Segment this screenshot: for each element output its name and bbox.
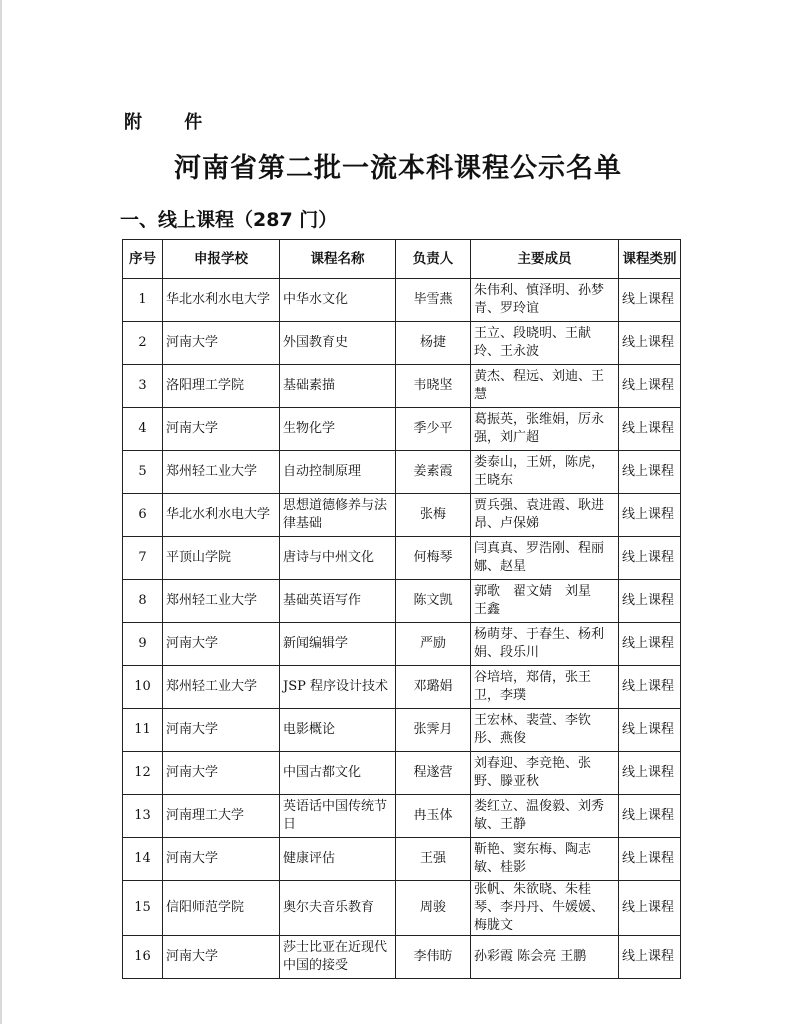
course-name-cell: 唐诗与中州文化: [280, 537, 396, 580]
header-school: 申报学校: [163, 240, 280, 279]
course-type-cell: 线上课程: [619, 709, 681, 752]
course-type-cell: 线上课程: [619, 494, 681, 537]
members-cell: 张帆、朱欲晓、朱桂琴、李丹丹、牛媛媛、梅胧文: [471, 881, 619, 936]
school-cell: 郑州轻工业大学: [163, 451, 280, 494]
members-cell: 郭歌 翟文婧 刘星 王鑫: [471, 580, 619, 623]
course-type-cell: 线上课程: [619, 936, 681, 979]
table-row: [123, 494, 681, 537]
row-number: 16: [123, 936, 163, 979]
school-cell: 河南大学: [163, 752, 280, 795]
members-cell: 谷培培，郑倩，张王卫，李璞: [471, 666, 619, 709]
row-number: 15: [123, 881, 163, 936]
lead-cell: 杨捷: [396, 322, 471, 365]
school-cell: 河南大学: [163, 322, 280, 365]
school-cell: 郑州轻工业大学: [163, 666, 280, 709]
course-name-cell: 外国教育史: [280, 322, 396, 365]
lead-cell: 冉玉体: [396, 795, 471, 838]
header-course: 课程名称: [280, 240, 396, 279]
course-type-cell: 线上课程: [619, 451, 681, 494]
course-type-cell: 线上课程: [619, 666, 681, 709]
row-number: 3: [123, 365, 163, 408]
table-row: [123, 881, 681, 936]
row-number: 1: [123, 279, 163, 322]
header-no: 序号: [123, 240, 163, 279]
school-cell: 华北水利水电大学: [163, 494, 280, 537]
row-number: 9: [123, 623, 163, 666]
table-row: [123, 936, 681, 979]
row-number: 13: [123, 795, 163, 838]
lead-cell: 韦晓坚: [396, 365, 471, 408]
course-type-cell: 线上课程: [619, 365, 681, 408]
lead-cell: 陈文凯: [396, 580, 471, 623]
school-cell: 信阳师范学院: [163, 881, 280, 936]
table-row: [123, 537, 681, 580]
members-cell: 黄杰、程远、刘迪、王慧: [471, 365, 619, 408]
table-row: [123, 752, 681, 795]
course-type-cell: 线上课程: [619, 795, 681, 838]
school-cell: 洛阳理工学院: [163, 365, 280, 408]
course-name-cell: 健康评估: [280, 838, 396, 881]
course-name-cell: 中华水文化: [280, 279, 396, 322]
table-row: [123, 365, 681, 408]
row-number: 7: [123, 537, 163, 580]
table-row: [123, 709, 681, 752]
lead-cell: 张霁月: [396, 709, 471, 752]
school-cell: 河南大学: [163, 623, 280, 666]
row-number: 10: [123, 666, 163, 709]
members-cell: 朱伟利、慎泽明、孙梦青、罗玲谊: [471, 279, 619, 322]
course-name-cell: 思想道德修养与法律基础: [280, 494, 396, 537]
table-row: [123, 795, 681, 838]
course-table: [122, 239, 681, 979]
table-row: [123, 408, 681, 451]
course-name-cell: 奥尔夫音乐教育: [280, 881, 396, 936]
lead-cell: 季少平: [396, 408, 471, 451]
table-header-row: [123, 240, 681, 279]
lead-cell: 王强: [396, 838, 471, 881]
lead-cell: 姜素霞: [396, 451, 471, 494]
school-cell: 河南大学: [163, 838, 280, 881]
header-type: 课程类别: [619, 240, 681, 279]
course-name-cell: JSP 程序设计技术: [280, 666, 396, 709]
row-number: 6: [123, 494, 163, 537]
members-cell: 王宏林、裴萱、李钦彤、燕俊: [471, 709, 619, 752]
row-number: 11: [123, 709, 163, 752]
course-type-cell: 线上课程: [619, 580, 681, 623]
members-cell: 闫真真、罗浩刚、程丽娜、赵星: [471, 537, 619, 580]
row-number: 14: [123, 838, 163, 881]
lead-cell: 周骏: [396, 881, 471, 936]
school-cell: 平顶山学院: [163, 537, 280, 580]
header-lead: 负责人: [396, 240, 471, 279]
members-cell: 杨萌芽、于春生、杨利娟、段乐川: [471, 623, 619, 666]
course-name-cell: 中国古都文化: [280, 752, 396, 795]
course-type-cell: 线上课程: [619, 279, 681, 322]
table-row: [123, 322, 681, 365]
course-name-cell: 自动控制原理: [280, 451, 396, 494]
school-cell: 郑州轻工业大学: [163, 580, 280, 623]
course-type-cell: 线上课程: [619, 623, 681, 666]
lead-cell: 程遂营: [396, 752, 471, 795]
course-type-cell: 线上课程: [619, 322, 681, 365]
lead-cell: 张梅: [396, 494, 471, 537]
school-cell: 河南理工大学: [163, 795, 280, 838]
table-row: [123, 279, 681, 322]
document-title: 河南省第二批一流本科课程公示名单: [174, 153, 622, 184]
course-type-cell: 线上课程: [619, 838, 681, 881]
header-members: 主要成员: [471, 240, 619, 279]
members-cell: 刘春迎、李竞艳、张野、滕亚秋: [471, 752, 619, 795]
school-cell: 华北水利水电大学: [163, 279, 280, 322]
table-row: [123, 580, 681, 623]
course-type-cell: 线上课程: [619, 881, 681, 936]
members-cell: 葛振英，张维娟，厉永强，刘广超: [471, 408, 619, 451]
course-name-cell: 生物化学: [280, 408, 396, 451]
table-body: [123, 279, 681, 979]
table-row: [123, 623, 681, 666]
table-row: [123, 451, 681, 494]
lead-cell: 严励: [396, 623, 471, 666]
course-name-cell: 基础素描: [280, 365, 396, 408]
members-cell: 娄红立、温俊毅、刘秀敏、王静: [471, 795, 619, 838]
row-number: 5: [123, 451, 163, 494]
table-row: [123, 666, 681, 709]
row-number: 2: [123, 322, 163, 365]
row-number: 12: [123, 752, 163, 795]
members-cell: 孙彩霞 陈会亮 王鹏: [471, 936, 619, 979]
section-heading: 一、线上课程（287 门）: [120, 209, 338, 231]
row-number: 8: [123, 580, 163, 623]
lead-cell: 邓璐娟: [396, 666, 471, 709]
course-type-cell: 线上课程: [619, 752, 681, 795]
lead-cell: 李伟昉: [396, 936, 471, 979]
lead-cell: 毕雪燕: [396, 279, 471, 322]
row-number: 4: [123, 408, 163, 451]
course-name-cell: 电影概论: [280, 709, 396, 752]
members-cell: 靳艳、窦东梅、陶志敏、桂影: [471, 838, 619, 881]
table-row: [123, 838, 681, 881]
lead-cell: 何梅琴: [396, 537, 471, 580]
attachment-label: 附 件: [124, 112, 221, 133]
school-cell: 河南大学: [163, 709, 280, 752]
course-name-cell: 莎士比亚在近现代中国的接受: [280, 936, 396, 979]
course-type-cell: 线上课程: [619, 408, 681, 451]
school-cell: 河南大学: [163, 936, 280, 979]
course-name-cell: 基础英语写作: [280, 580, 396, 623]
course-name-cell: 新闻编辑学: [280, 623, 396, 666]
course-type-cell: 线上课程: [619, 537, 681, 580]
course-name-cell: 英语话中国传统节日: [280, 795, 396, 838]
school-cell: 河南大学: [163, 408, 280, 451]
members-cell: 贾兵强、袁进霞、耿进昂、卢保娣: [471, 494, 619, 537]
members-cell: 娄泰山，王妍，陈虎，王晓东: [471, 451, 619, 494]
members-cell: 王立、段晓明、王献玲、王永波: [471, 322, 619, 365]
